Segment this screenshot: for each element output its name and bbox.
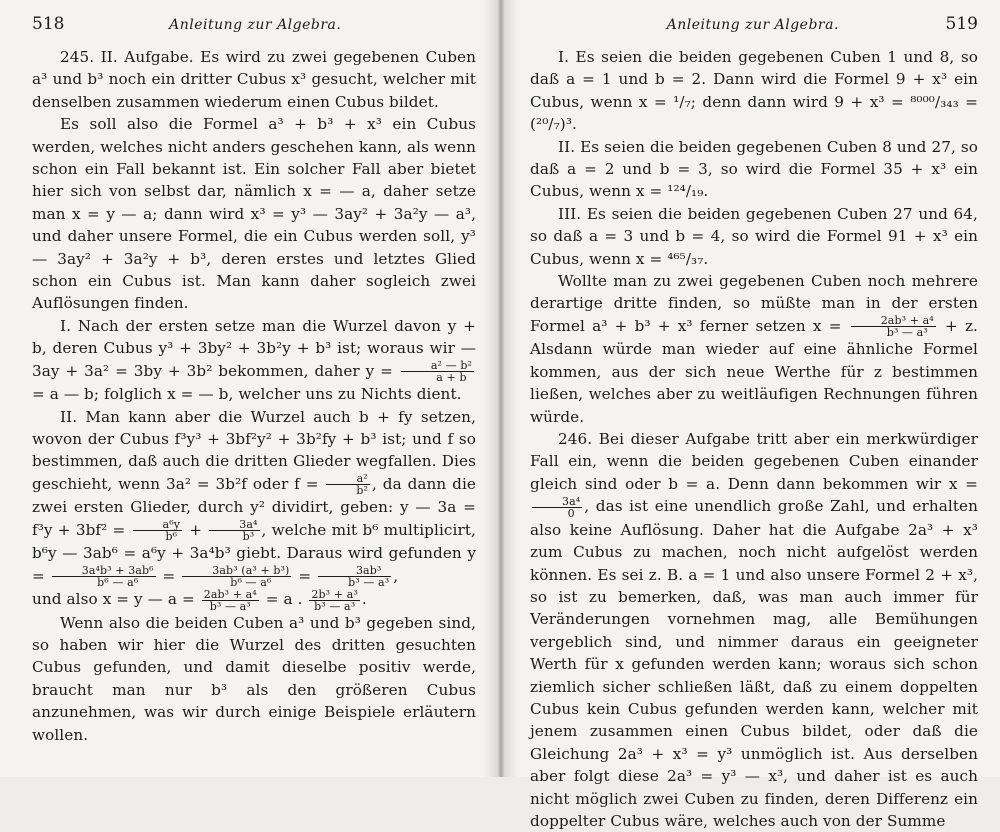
paragraph-text: I. Es seien die beiden gegebenen Cuben 1 und 8, so daß a = 1 und b = 2. Dann wird die Formel 9 + x³ ein Cubus, wenn x = ¹/₇; denn dann wird 9 + x³ = — [530, 48, 978, 111]
fraction-denominator: b³ — a³ — [209, 599, 251, 613]
fraction-numerator: a² — [326, 473, 370, 485]
fraction-denominator: b⁶ — [165, 530, 178, 544]
paragraph — [32, 315, 476, 406]
paragraph: III. Es seien die beiden gegebenen Cuben 27 und 64, so daß a = 3 und b = 4, so wird die Formel 91 + x³ ein Cubus, wenn x = ⁴⁶⁵/₃₇. — [530, 204, 978, 268]
paragraph-text: + z. Alsdann würde man wieder auf eine ähnliche Formel kommen, aus der sich neue Werthe für z bestimmen ließen, welches aber zu weitläufigen Rechnungen führen würde. — [530, 316, 978, 426]
paragraph — [530, 46, 978, 136]
fraction-numerator: 2ab³ + a⁴ — [851, 315, 936, 327]
fraction — [326, 473, 370, 496]
paragraph: II. Man kann aber die Wurzel auch b + fy setzen, wovon der Cubus f³y³ + 3bf²y² + 3b²fy + b³ ist; und f so bestimmen, daß auch die dritten Glieder wegfallen. Dies geschieht, wenn 3a² = 3b²f oder f = $\frac{\text{a²}}{\text{b²}}$ , da dann die zwei ersten Glieder, durch y² dividirt, geben: y — 3a = f³y + 3bf² = $\frac{\text{a⁶y}}{\text{b⁶}}$ + $\frac{\text{3a⁴}}{\text{b³}}$ , welche mit b⁶ multiplicirt, b⁶y — 3ab⁶ = a⁶y + 3a⁴b³ giebt. Daraus wird gefunden y = $\frac{\text{3a⁴b³ + 3ab⁶}}{\text{b⁶ — a⁶}}$ = $\frac{\text{3ab³ (a³ + b³)}}{\text{b⁶ — a⁶}}$ = $\frac{\text{3ab³}}{\text{b³ — a³}}$ , — [32, 407, 477, 590]
fraction — [209, 519, 259, 542]
fraction — [851, 315, 936, 338]
fraction — [532, 496, 582, 519]
fraction-denominator: b³ — a³ — [886, 326, 928, 340]
fraction-denominator: b² — [356, 484, 369, 498]
fraction-denominator: b³ — a³ — [348, 576, 390, 590]
fraction-denominator: 0 — [567, 506, 575, 520]
paragraph-text: , welche mit b⁶ multiplicirt, b⁶y — 3ab⁶ = a⁶y + 3a⁴b³ giebt. Daraus wird gefunden y = — [32, 520, 476, 585]
fraction — [309, 589, 359, 612]
fraction-denominator: b³ — [242, 530, 255, 544]
fraction — [133, 519, 182, 542]
paragraph: II. Es seien die beiden gegebenen Cuben 8 und 27, so daß a = 2 und b = 3, so wird die Formel 35 + x³ ein Cubus, wenn x = ¹²⁴/₁₉. — [530, 137, 978, 201]
paragraph-text: Wollte man zu zwei gegebenen Cuben noch mehrere derartige dritte finden, so müßte man in der ersten Formel a³ + b³ + x³ ferner setzen x = — [530, 272, 978, 335]
right-page-text — [530, 46, 978, 832]
paragraph: und also x = y — a = $\frac{\text{2ab³ + a⁴}}{\text{b³ — a³}}$ = a . $\frac{\text{2b³ + a³}}{\text{b³ — a³}}$ . — [32, 587, 367, 613]
paragraph-text: und also x = y — a = — [32, 590, 195, 609]
page-number-right: 519 — [945, 14, 978, 34]
page-number-left: 518 — [32, 14, 65, 34]
fraction-denominator: a + b — [436, 371, 467, 385]
paragraph — [530, 270, 978, 428]
left-page — [0, 0, 500, 777]
paragraph-text: = a — b; folglich x = — b, welcher uns zu Nichts dient. — [32, 385, 462, 404]
fraction — [182, 565, 291, 588]
fraction-numerator: 3a⁴ — [209, 519, 259, 531]
fraction-numerator: 3ab³ — [318, 565, 391, 577]
fraction-numerator: 3ab³ (a³ + b³) — [182, 565, 291, 577]
left-page-header — [32, 14, 476, 38]
left-page-text — [32, 46, 476, 746]
fraction — [202, 589, 259, 612]
right-page — [500, 0, 1000, 830]
fraction-numerator: 2ab³ + a⁴ — [203, 587, 257, 601]
paragraph-text: 246. Bei dieser Aufgabe tritt aber ein merkwürdiger Fall ein, wenn die beiden gegebenen Cuben einander gleich sind oder b = a. Denn dann bekommen wir x = — [530, 430, 978, 493]
right-page-header — [530, 14, 978, 38]
fraction-denominator: b³ — a³ — [314, 599, 356, 613]
fraction-numerator: 3a⁴ — [532, 496, 582, 508]
paragraph — [530, 428, 978, 832]
fraction-numerator: a² — b² — [401, 360, 474, 372]
paragraph: Wenn also die beiden Cuben a³ und b³ gegeben sind, so haben wir hier die Wurzel des dritten gesuchten Cubus gefunden, und damit dieselbe positiv werde, braucht man nur b³ als den größeren Cubus anzunehmen, was wir durch einige Beispiele erläutern wollen. — [32, 613, 476, 744]
fraction-numerator: 2b³ + a³ — [311, 587, 358, 601]
paragraph-text: , das ist eine unendlich große Zahl, und erhalten also keine Auflösung. Daher hat die Aufgabe 2a³ + x³ zum Cubus zu machen, noch nicht aufgelöst werden können. Es sei z. B. a = 1 und also unsere Formel 2 + x³, so ist zu bemerken, daß, was man auch immer für Veränderungen vornehmen mag, alle Bemühungen vergeblich sind, und nimmer daraus ein geeigneter Werth für x gefunden werden kann; woraus sich schon ziemlich sicher schließen läßt, daß zu einem doppelten Cubus kein Cubus gefunden werden kann, welcher mit jenem zusammen einen Cubus bildet, oder daß die Gleichung 2a³ + x³ = y³ unmöglich ist. Aus derselben aber folgt diese 2a³ = y³ — x³, und daher ist es auch nicht möglich zwei Cuben zu finden, deren Differenz ein doppelter Cubus wäre, welches auch von der Summe — [530, 497, 978, 830]
paragraph-text: , da dann die zwei ersten Glieder, durch y² dividirt, geben: y — 3a = f³y + 3bf² = — [32, 474, 477, 539]
fraction — [401, 360, 474, 383]
paragraph: Es soll also die Formel a³ + b³ + x³ ein Cubus werden, welches nicht anders geschehen kann, als wenn schon ein Fall bekannt ist. Ein solcher Fall aber bietet hier sich von selbst dar, nämlich x = — a, daher setze man x = y — a; dann wird x³ = y³ — 3ay² + 3a²y — a³, und daher unsere Formel, die ein Cubus werden soll, y³ — 3ay² + 3a²y + b³, deren erstes und letztes Glied schon ein Cubus ist. Man kann daher sogleich zwei Auflösungen finden. — [32, 115, 476, 313]
fraction — [318, 565, 391, 588]
running-head-right: Anleitung zur Algebra. — [666, 17, 839, 33]
paragraph-text: I. Nach der ersten setze man die Wurzel davon y + b, deren Cubus y³ + 3by² + 3b²y + b³ ist; woraus wir — 3ay + 3a² = 3by + 3b² bekommen, daher y = — [32, 316, 476, 380]
fraction-numerator: a⁶y — [133, 519, 182, 531]
fraction-denominator: b⁶ — a⁶ — [230, 576, 272, 590]
equation: ⁸⁰⁰⁰/₃₄₃ = (²⁰/₇)³. — [530, 92, 978, 134]
fraction — [52, 565, 156, 588]
running-head-left: Anleitung zur Algebra. — [169, 17, 342, 33]
fraction-numerator: 3a⁴b³ + 3ab⁶ — [52, 565, 156, 577]
paragraph-text: II. Man kann aber die Wurzel auch b + fy setzen, wovon der Cubus f³y³ + 3bf²y² + 3b²fy + b³ ist; und f so bestimmen, daß auch die dritten Glieder wegfallen. Dies geschieht, wenn 3a² = 3b²f oder f = — [32, 407, 476, 493]
fraction-denominator: b⁶ — a⁶ — [97, 576, 139, 590]
paragraph: 245. II. Aufgabe. Es wird zu zwei gegebenen Cuben a³ und b³ noch ein dritter Cubus x³ gesucht, welcher mit denselben zusammen wiederum einen Cubus bildet. — [32, 48, 476, 111]
